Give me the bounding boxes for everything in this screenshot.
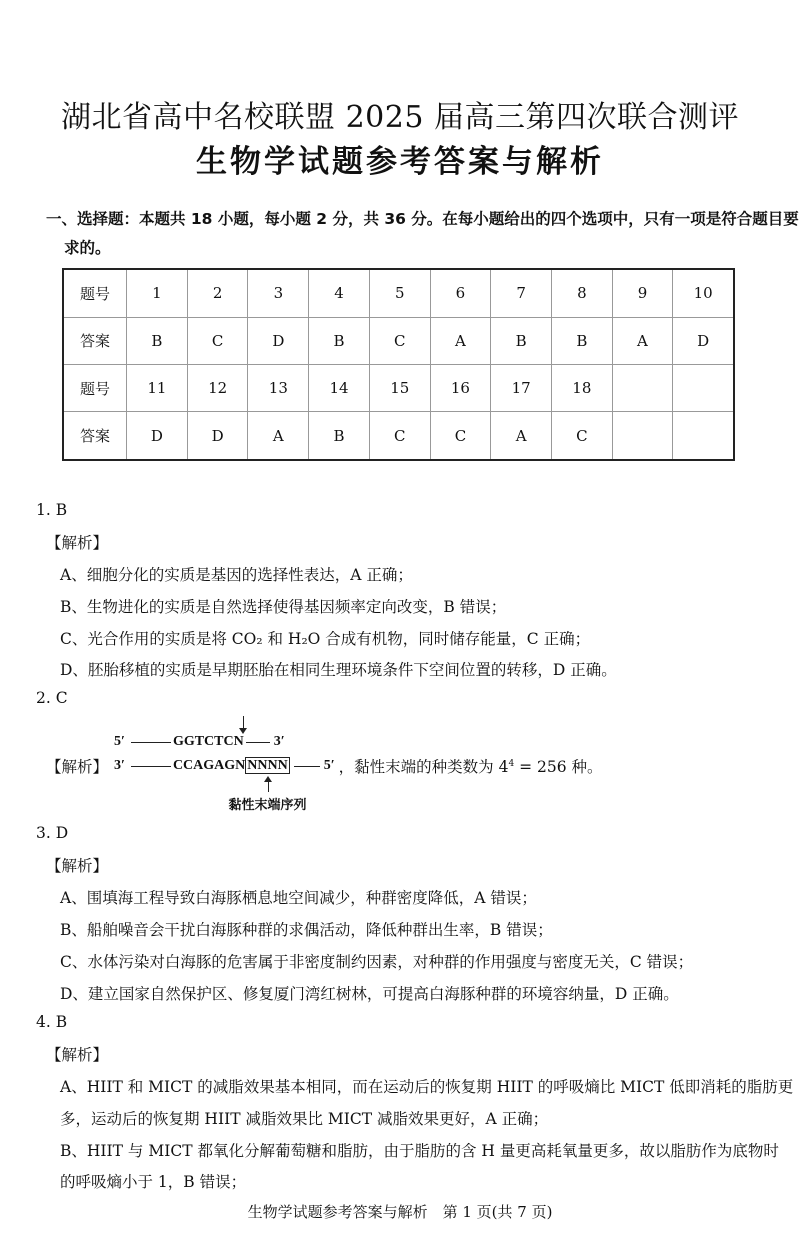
sticky-arrow-icon bbox=[264, 774, 273, 792]
conclusion-text: ，黏性末端的种类数为 4 bbox=[338, 758, 509, 776]
explanation-line: A、HIIT 和 MICT 的减脂效果基本相同，而在运动后的恢复期 HIIT 的呼吸熵比 MICT 低即消耗的脂肪更 bbox=[60, 1078, 794, 1096]
bottom-strand-row bbox=[46, 754, 786, 813]
analysis-label: 【解析】 bbox=[46, 857, 109, 875]
sticky-end-conclusion bbox=[339, 755, 603, 777]
table-cell: 11 bbox=[127, 364, 188, 411]
explanation-line: 多，运动后的恢复期 HIIT 减脂效果比 MICT 减脂效果更好，A 正确； bbox=[60, 1110, 549, 1128]
explanation-line: B、船舶噪音会干扰白海豚种群的求偶活动，降低种群出生率，B 错误； bbox=[60, 921, 553, 939]
table-cell: C bbox=[369, 412, 430, 460]
sticky-end-label: 黏性末端序列 bbox=[228, 798, 307, 813]
table-cell: A bbox=[248, 412, 309, 460]
table-cell: 6 bbox=[430, 269, 491, 317]
table-cell: 8 bbox=[552, 269, 613, 317]
table-cell: B bbox=[552, 317, 613, 364]
question-3-heading: 3. D bbox=[36, 824, 69, 842]
table-cell: 3 bbox=[248, 269, 309, 317]
top-strand bbox=[114, 734, 285, 750]
strand-line bbox=[246, 742, 270, 743]
table-cell: 15 bbox=[369, 364, 430, 411]
sticky-end-anchor bbox=[228, 758, 307, 813]
question-4-heading: 4. B bbox=[36, 1013, 68, 1031]
table-cell: 12 bbox=[187, 364, 248, 411]
table-cell: D bbox=[127, 412, 188, 460]
top-strand-row bbox=[46, 730, 786, 754]
explanation-line: C、水体污染对白海豚的危害属于非密度制约因素，对种群的作用强度与密度无关，C 错误； bbox=[60, 953, 694, 971]
explanation-line: B、生物进化的实质是自然选择使得基因频率定向改变，B 错误； bbox=[60, 598, 507, 616]
table-cell: 4 bbox=[309, 269, 370, 317]
question-2-heading: 2. C bbox=[36, 689, 68, 707]
table-cell: D bbox=[673, 317, 734, 364]
strand-line bbox=[131, 742, 171, 743]
bottom-strand bbox=[114, 758, 335, 813]
explanation-line: 的呼吸熵小于 1，B 错误； bbox=[60, 1173, 247, 1191]
top-sequence: GGTCTCN bbox=[172, 734, 244, 749]
table-row-numbers-2 bbox=[63, 364, 734, 411]
explanation-line: D、胚胎移植的实质是早期胚胎在相同生理环境条件下空间位置的转移，D 正确。 bbox=[60, 661, 617, 679]
top-3prime: 3′ bbox=[273, 734, 285, 749]
table-cell bbox=[673, 364, 734, 411]
table-cell: 18 bbox=[552, 364, 613, 411]
analysis-label: 【解析】 bbox=[46, 534, 109, 552]
explanation-line: B、HIIT 与 MICT 都氧化分解葡萄糖和脂肪，由于脂肪的含 H 量更高耗氧量更多，故以脂肪作为底物时 bbox=[60, 1142, 779, 1160]
table-cell: B bbox=[309, 412, 370, 460]
page-footer: 生物学试题参考答案与解析 第 1 页(共 7 页) bbox=[247, 1203, 553, 1221]
bottom-5prime: 5′ bbox=[323, 758, 335, 773]
exponent: 4 bbox=[508, 758, 515, 769]
explanation-line: C、光合作用的实质是将 CO₂ 和 H₂O 合成有机物，同时储存能量，C 正确； bbox=[60, 630, 591, 648]
row-label: 答案 bbox=[63, 317, 127, 364]
section-heading-cont: 求的。 bbox=[64, 239, 111, 257]
table-cell bbox=[673, 412, 734, 460]
analysis-label: 【解析】 bbox=[46, 758, 109, 776]
conclusion-result: = 256 种。 bbox=[514, 758, 603, 776]
row-label: 题号 bbox=[63, 364, 127, 411]
table-cell: B bbox=[127, 317, 188, 364]
row-label: 题号 bbox=[63, 269, 127, 317]
document-subtitle: 生物学试题参考答案与解析 bbox=[196, 144, 604, 180]
table-cell: C bbox=[430, 412, 491, 460]
table-cell: 7 bbox=[491, 269, 552, 317]
sticky-end-box: NNNN bbox=[247, 758, 288, 773]
explanation-line: A、围填海工程导致白海豚栖息地空间减少，种群密度降低，A 错误； bbox=[60, 889, 537, 907]
table-cell: C bbox=[552, 412, 613, 460]
table-cell: 10 bbox=[673, 269, 734, 317]
table-row-answers-1 bbox=[63, 317, 734, 364]
section-heading: 一、选择题：本题共 18 小题，每小题 2 分，共 36 分。在每小题给出的四个选项中，只有一项是符合题目要 bbox=[46, 210, 799, 228]
table-cell: B bbox=[491, 317, 552, 364]
table-cell: 5 bbox=[369, 269, 430, 317]
table-cell bbox=[612, 412, 673, 460]
bottom-3prime: 3′ bbox=[114, 758, 125, 773]
explanation-line: A、细胞分化的实质是基因的选择性表达，A 正确； bbox=[60, 566, 413, 584]
table-cell: D bbox=[248, 317, 309, 364]
table-cell: B bbox=[309, 317, 370, 364]
table-row-numbers-1 bbox=[63, 269, 734, 317]
question-1-heading: 1. B bbox=[36, 501, 68, 519]
dna-diagram bbox=[46, 718, 786, 813]
top-sequence-anchor bbox=[173, 734, 244, 750]
bottom-sequence: CCAGAGN bbox=[172, 758, 246, 773]
table-cell: C bbox=[369, 317, 430, 364]
strand-line bbox=[131, 766, 171, 767]
table-cell bbox=[612, 364, 673, 411]
document-title: 湖北省高中名校联盟 2025 届高三第四次联合测评 bbox=[61, 100, 739, 135]
table-cell: 2 bbox=[187, 269, 248, 317]
row-label: 答案 bbox=[63, 412, 127, 460]
table-cell: 14 bbox=[309, 364, 370, 411]
answer-table bbox=[62, 268, 735, 461]
table-row-answers-2 bbox=[63, 412, 734, 460]
table-cell: 1 bbox=[127, 269, 188, 317]
table-cell: C bbox=[187, 317, 248, 364]
table-cell: A bbox=[491, 412, 552, 460]
table-cell: A bbox=[430, 317, 491, 364]
table-cell: 17 bbox=[491, 364, 552, 411]
cut-arrow-icon bbox=[239, 716, 248, 734]
table-cell: 13 bbox=[248, 364, 309, 411]
table-cell: 9 bbox=[612, 269, 673, 317]
table-cell: 16 bbox=[430, 364, 491, 411]
table-cell: D bbox=[187, 412, 248, 460]
strand-line bbox=[294, 766, 320, 767]
table-cell: A bbox=[612, 317, 673, 364]
top-5prime: 5′ bbox=[114, 734, 125, 749]
analysis-label: 【解析】 bbox=[46, 1046, 109, 1064]
explanation-line: D、建立国家自然保护区、修复厦门湾红树林，可提高白海豚种群的环境容纳量，D 正确。 bbox=[60, 985, 679, 1003]
